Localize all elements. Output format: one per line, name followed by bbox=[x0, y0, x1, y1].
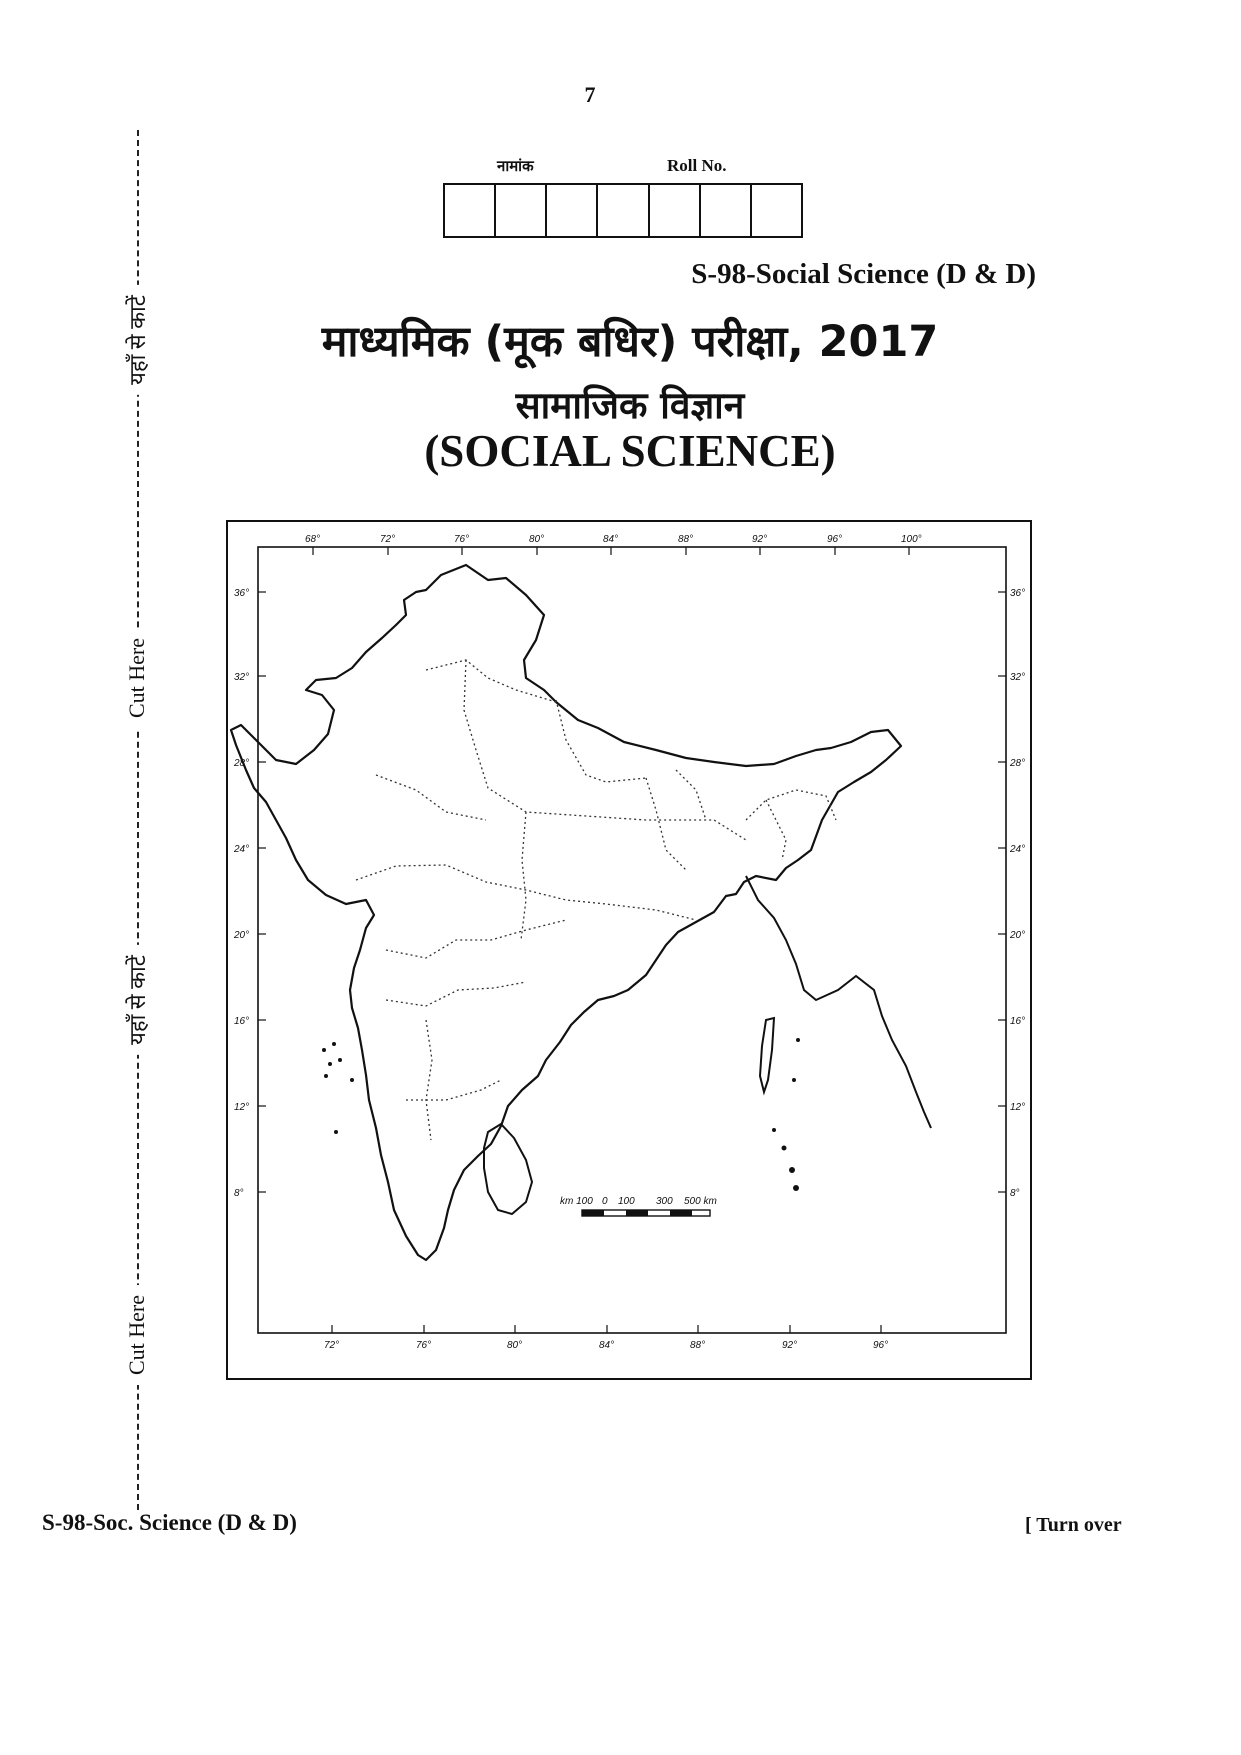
cut-label-hindi-bottom: यहाँ से काटें bbox=[122, 945, 152, 1055]
roll-digit-box[interactable] bbox=[701, 185, 752, 236]
roll-digit-box[interactable] bbox=[598, 185, 649, 236]
roll-digit-box[interactable] bbox=[547, 185, 598, 236]
roll-label-hindi: नामांक bbox=[497, 157, 534, 175]
longitude-label: 92° bbox=[782, 1340, 798, 1351]
latitude-label: 36° bbox=[234, 588, 250, 599]
page-number: 7 bbox=[584, 82, 596, 107]
roll-digit-box[interactable] bbox=[445, 185, 496, 236]
graticule-ticks bbox=[233, 534, 1025, 1351]
scale-label: 500 km bbox=[684, 1196, 717, 1207]
latitude-label: 24° bbox=[1010, 844, 1026, 855]
latitude-label: 20° bbox=[234, 930, 250, 941]
latitude-label: 36° bbox=[1010, 588, 1026, 599]
latitude-label: 12° bbox=[234, 1102, 250, 1113]
cut-label-hindi-top: यहाँ से काटें bbox=[122, 285, 152, 395]
longitude-label: 88° bbox=[678, 534, 694, 545]
latitude-label: 12° bbox=[1010, 1102, 1026, 1113]
roll-number-boxes[interactable] bbox=[443, 183, 803, 238]
turn-over-note: [ Turn over bbox=[1025, 1514, 1122, 1536]
roll-label-english: Roll No. bbox=[667, 156, 727, 175]
longitude-label: 72° bbox=[324, 1340, 340, 1351]
longitude-label: 88° bbox=[690, 1340, 706, 1351]
roll-digit-box[interactable] bbox=[650, 185, 701, 236]
scale-label: km 100 bbox=[560, 1196, 593, 1207]
eastern-coast bbox=[746, 876, 931, 1128]
latitude-label: 24° bbox=[234, 844, 250, 855]
latitude-label: 32° bbox=[1010, 672, 1026, 683]
longitude-label: 68° bbox=[305, 534, 321, 545]
longitude-label: 96° bbox=[873, 1340, 889, 1351]
cut-label-english-top: Cut Here bbox=[124, 628, 150, 728]
latitude-label: 8° bbox=[1010, 1188, 1020, 1199]
scale-bar bbox=[560, 1196, 717, 1216]
latitude-label: 28° bbox=[234, 758, 250, 769]
india-outline bbox=[231, 565, 901, 1260]
paper-code-title: S-98-Social Science (D & D) bbox=[691, 258, 1036, 290]
latitude-label: 8° bbox=[234, 1188, 244, 1199]
roll-digit-box[interactable] bbox=[496, 185, 547, 236]
scale-label: 300 bbox=[656, 1196, 673, 1207]
subject-title-hindi: सामाजिक विज्ञान bbox=[515, 384, 745, 427]
longitude-label: 84° bbox=[603, 534, 619, 545]
longitude-label: 72° bbox=[380, 534, 396, 545]
scale-label: 0 bbox=[602, 1196, 608, 1207]
state-boundaries bbox=[356, 660, 836, 1140]
latitude-label: 28° bbox=[1010, 758, 1026, 769]
latitude-label: 16° bbox=[234, 1016, 250, 1027]
longitude-label: 84° bbox=[599, 1340, 615, 1351]
longitude-label: 80° bbox=[507, 1340, 523, 1351]
longitude-label: 76° bbox=[454, 534, 470, 545]
latitude-label: 20° bbox=[1010, 930, 1026, 941]
longitude-label: 100° bbox=[901, 534, 922, 545]
andaman-islands bbox=[760, 1018, 774, 1092]
sri-lanka-outline bbox=[484, 1124, 532, 1214]
exam-title-hindi: माध्यमिक (मूक बधिर) परीक्षा, 2017 bbox=[321, 317, 939, 367]
roll-digit-box[interactable] bbox=[752, 185, 801, 236]
subject-title-english: (SOCIAL SCIENCE) bbox=[424, 426, 836, 476]
latitude-label: 16° bbox=[1010, 1016, 1026, 1027]
longitude-label: 96° bbox=[827, 534, 843, 545]
scale-label: 100 bbox=[618, 1196, 635, 1207]
longitude-label: 80° bbox=[529, 534, 545, 545]
cut-label-english-bottom: Cut Here bbox=[124, 1285, 150, 1385]
latitude-label: 32° bbox=[234, 672, 250, 683]
longitude-label: 76° bbox=[416, 1340, 432, 1351]
footer-paper-code: S-98-Soc. Science (D & D) bbox=[42, 1510, 297, 1535]
india-outline-map bbox=[226, 520, 1032, 1380]
longitude-label: 92° bbox=[752, 534, 768, 545]
